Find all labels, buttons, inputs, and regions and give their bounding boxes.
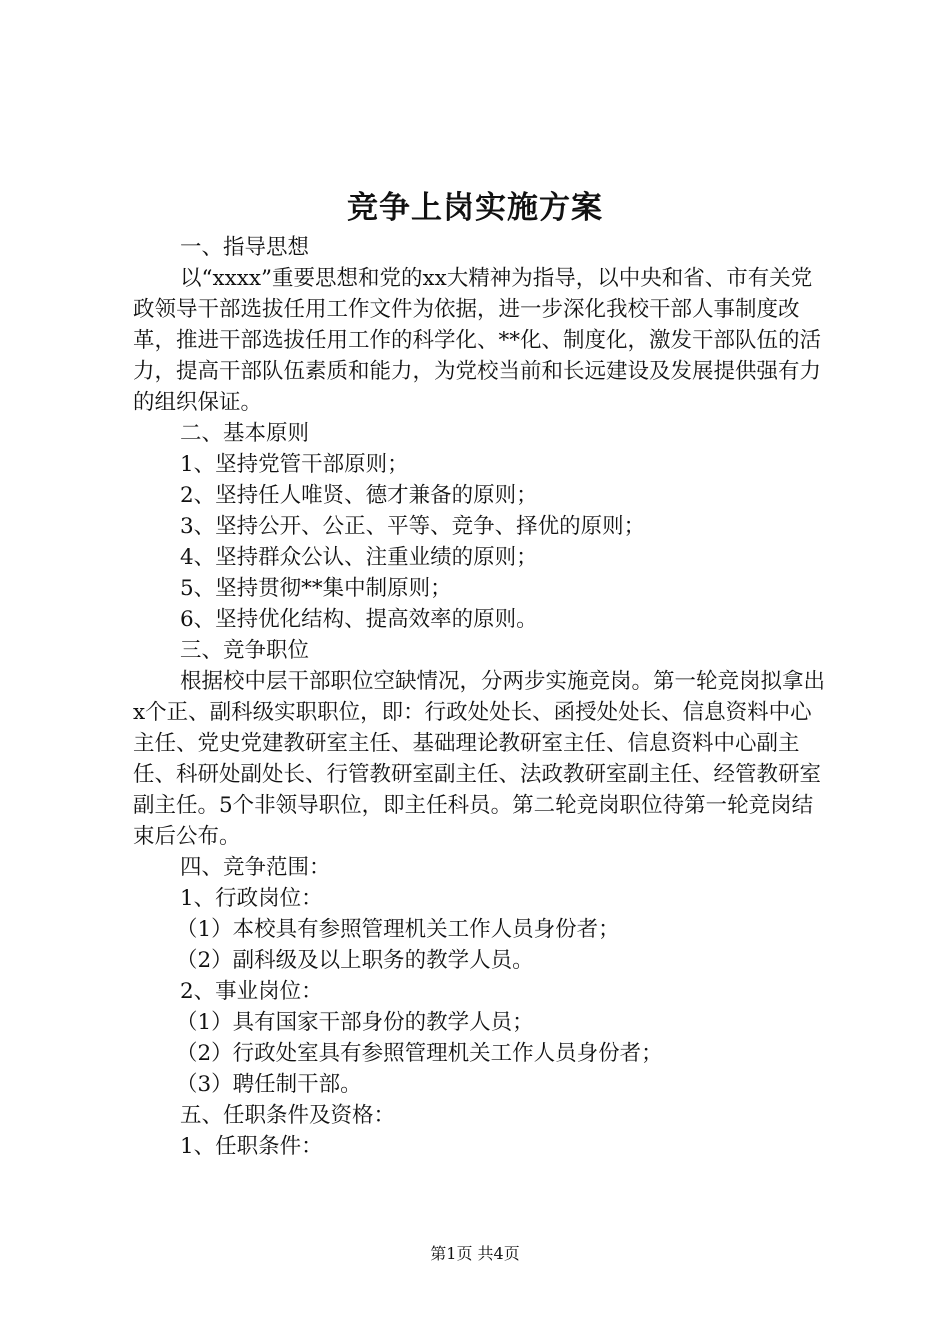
scope-subitem: （1）具有国家干部身份的教学人员； bbox=[176, 1010, 534, 1035]
heading-guiding-ideology: 一、指导思想 bbox=[180, 235, 310, 260]
principle-item: 5、坚持贯彻**集中制原则； bbox=[180, 576, 452, 601]
scope-subitem: （2）副科级及以上职务的教学人员。 bbox=[176, 948, 534, 973]
scope-subitem: （1）本校具有参照管理机关工作人员身份者； bbox=[176, 917, 620, 942]
page-footer: 第1页 共4页 bbox=[430, 1244, 520, 1263]
paragraph-competitive-positions: 根据校中层干部职位空缺情况，分两步实施竞岗。第一轮竞岗拟拿出x个正、副科级实职职位，即：行政处处长、函授处处长、信息资料中心主任、党史党建教研室主任、基础理论教研室主任、信息资料中心副主任、科研处副处长、行管教研室副主任、法政教研室副主任、经管教研室副主任。5个非领导职位，即主任科员。第二轮竞岗职位待第一轮竞岗结束后公布。 bbox=[133, 669, 826, 849]
scope-item: 1、行政岗位： bbox=[180, 886, 323, 911]
paragraph-guiding-ideology: 以“xxxx”重要思想和党的xx大精神为指导，以中央和省、市有关党政领导干部选拔任用工作文件为依据，进一步深化我校干部人事制度改革，推进干部选拔任用工作的科学化、**化、制度化，激发干部队伍的活力，提高干部队伍素质和能力，为党校当前和长远建设及发展提供强有力的组织保证。 bbox=[133, 266, 822, 415]
principle-item: 6、坚持优化结构、提高效率的原则。 bbox=[180, 607, 538, 632]
principle-item: 1、坚持党管干部原则； bbox=[180, 452, 409, 477]
principle-item: 3、坚持公开、公正、平等、竞争、择优的原则； bbox=[180, 514, 646, 539]
scope-subitem: （2）行政处室具有参照管理机关工作人员身份者； bbox=[176, 1041, 663, 1066]
scope-item: 2、事业岗位： bbox=[180, 979, 323, 1004]
document-body bbox=[133, 232, 833, 1162]
principle-item: 2、坚持任人唯贤、德才兼备的原则； bbox=[180, 483, 538, 508]
heading-competitive-positions: 三、竞争职位 bbox=[180, 638, 310, 663]
heading-basic-principles: 二、基本原则 bbox=[180, 421, 310, 446]
qualification-item: 1、任职条件： bbox=[180, 1134, 323, 1159]
principle-item: 4、坚持群众公认、注重业绩的原则； bbox=[180, 545, 538, 570]
heading-qualifications: 五、任职条件及资格： bbox=[180, 1103, 396, 1128]
scope-subitem: （3）聘任制干部。 bbox=[176, 1072, 362, 1097]
document-title: 竞争上岗实施方案 bbox=[347, 190, 603, 226]
heading-competition-scope: 四、竞争范围： bbox=[180, 855, 331, 880]
